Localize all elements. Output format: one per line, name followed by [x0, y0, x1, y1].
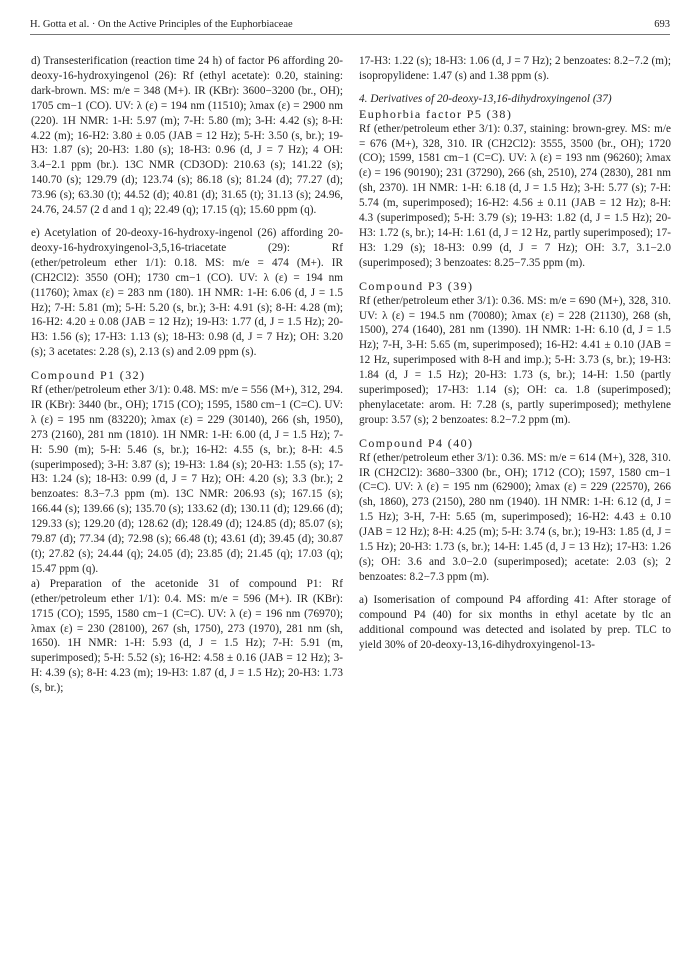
heading-compound-p3: Compound P3 (39) [359, 278, 474, 293]
paragraph-isomerisation: a) Isomerisation of compound P4 affording 41: After storage of compound P4 (40) for six months in ethyl acetate by tlc an additional compound was detected and isolated by prep. TLC to yield 30% of 20-deoxy-13,16-dihydroxyingenol-13- [359, 593, 671, 651]
page-number: 693 [654, 19, 670, 30]
paragraph-transesterification: d) Transesterification (reaction time 24 h) of factor P6 affording 20-deoxy-16-hydroxyingenol (26): Rf (ethyl acetate): 0.20, staining: dark-brown. MS: m/e = 348 (M+). IR (KBr): 3600−3200 (br., OH); 1705 cm−1 (CO). UV: λ (ε) = 194 nm (11510); λmax (ε) = 2900 nm (220). 1H NMR: 1-H: 5.97 (m); 7-H: 5.80 (m); 3-H: 4.42 (s); 8-H: 4.22 (m); 16-H2: 3.80 ± 0.05 (JAB = 12 Hz); 5-H: 3.50 (s, br.); 19-H3: 1.87 (s); 20-H3: 1.80 (s); 18-H3: 0.96 (d, J = 7 Hz); 4 OH: 3.4−2.1 ppm (br.). 13C NMR (CD3OD): 210.63 (s); 141.22 (s); 140.70 (s); 129.79 (d); 123.74 (s); 86.18 (s); 81.24 (d); 77.27 (d); 73.96 (s); 63.30 (t); 44.52 (d); 40.81 (d); 31.65 (t); 31.13 (s); 24.96, 24.76, 24.57 (2 d and 1 q); 22.49 (q); 17.15 (q); 15.60 ppm (q). [31, 55, 343, 217]
paragraph-compound-p1: Rf (ether/petroleum ether 3/1): 0.48. MS: m/e = 556 (M+), 312, 294. IR (KBr): 3440 (br., OH); 1715 (CO); 1595, 1580 cm−1 (C=C). UV: λ (ε) = 195 nm (83220); λmax (ε) = 229 (30140), 266 (sh, 1950), 273 (2160), 281 nm (1810). 1H NMR: 1-H: 6.00 (d, J = 1.5 Hz); 7-H: 5.90 (m); 5-H: 5.46 (s, br.); 16-H2: 4.55 (s, br.); 8-H: 4.5 (superimposed); 3-H: 3.87 (s); 19-H3: 1.84 (s); 20-H3: 1.55 (s); 17-H3: 1.24 (s); 18-H3: 0.99 (d, J = 7 Hz); OH: 4.20 (s); 3.3 (br.); 2 benzoates: 8.3−7.3 ppm (m). 13C NMR: 206.93 (s); 167.15 (s); 166.44 (s); 139.66 (s); 135.70 (s); 133.62 (d); 130.11 (d); 129.66 (d); 129.33 (s); 129.20 (d); 128.62 (d); 128.49 (d); 124.85 (d); 85.07 (s); 79.87 (d); 77.34 (d); 72.98 (s); 66.48 (t); 43.61 (d); 39.45 (d); 30.87 (t); 27.82 (s); 24.44 (q); 24.05 (d); 23.85 (d); 21.45 (q); 17.03 (q); 15.47 ppm (q). [31, 384, 343, 575]
heading-compound-p1: Compound P1 (32) [31, 368, 146, 383]
paragraph-acetylation: e) Acetylation of 20-deoxy-16-hydroxy-ingenol (26) affording 20-deoxy-16-hydroxyingenol-3,5,16-triacetate (29): Rf (ether/petroleum ether 1/1): 0.18. MS: m/e = 474 (M+). IR (CH2Cl2): 3550 (OH); 1730 cm−1 (CO). UV: λ (ε) = 194 nm (11760); λmax (ε) = 283 nm (180). 1H NMR: 1-H: 6.06 (d, J = 1.5 Hz); 7-H: 5.81 (m); 5-H: 5.20 (s, br.); 3-H: 4.91 (s); 8-H: 4.28 (m); 16-H2: 4.20 ± 0.08 (JAB = 12 Hz); 19-H3: 1.77 (d, J = 1.5 Hz); 20-H3: 1.56 (s); 17-H3: 1.13 (s); 18-H3: 0.98 (d, J = 7 Hz); OH: 3.20 (s); 3 acetates: 2.28 (s), 2.13 (s) and 2.09 ppm (s). [31, 226, 343, 359]
running-header [30, 16, 670, 35]
paragraph-factor-p5: Rf (ether/petroleum ether 3/1): 0.37, staining: brown-grey. MS: m/e = 676 (M+), 328, 310. IR (CH2Cl2): 3555, 3500 (br., OH); 1720 (CO); 1599, 1581 cm−1 (C=C). UV: λ (ε) = 193 nm (96260); λmax (ε) = 196 (90190); 231 (37290), 266 (sh, 2510), 274 (2830), 281 nm (sh, 2370). 1H NMR: 1-H: 6.18 (d, J = 1.5 Hz); 3-H: 5.77 (s); 7-H: 5.74 (m, superimposed); 16-H2: 4.56 ± 0.11 (JAB = 12 Hz); 8-H: 4.3 (superimposed); 5-H: 3.79 (s); 19-H3: 1.82 (d, J = 1.5 Hz); 20-H3: 1.72 (s, br.); 14-H: 1.61 (d, J = 12 Hz, partly superimposed); 17-H3: 1.29 (s); 18-H3: 0.99 (d, J = 7 Hz); OH: 3.7, 3.1−2.0 (superimposed); 3 benzoates: 8.25−7.35 ppm (m). [359, 122, 671, 269]
left-column [31, 54, 343, 696]
paragraph-acetonide: a) Preparation of the acetonide 31 of compound P1: Rf (ether/petroleum ether 1/1): 0.4. MS: m/e = 596 (M+). IR (KBr): 1715 (CO); 1595, 1580 cm−1 (C=C). UV: λ (ε) = 196 nm (76970); λmax (ε) = 230 (28100), 267 (sh, 1750), 273 (1970), 281 nm (sh, 1650). 1H NMR: 1-H: 5.93 (d, J = 1.5 Hz); 7-H: 5.91 (m, superimposed); 5-H: 5.52 (s); 16-H2: 4.58 ± 0.16 (JAB = 12 Hz); 3-H: 4.39 (s); 8-H: 4.23 (m); 19-H3: 1.87 (d, J = 1.5 Hz); 20-H3: 1.73 (s, br.); [31, 577, 343, 695]
section-heading: 4. Derivatives of 20-deoxy-13,16-dihydroxyingenol (37) [359, 92, 612, 105]
right-column [359, 54, 671, 652]
paragraph-continuation: 17-H3: 1.22 (s); 18-H3: 1.06 (d, J = 7 Hz); 2 benzoates: 8.2−7.2 (m); isopropylidene: 1.47 (s) and 1.38 ppm (s). [359, 55, 671, 82]
paragraph-compound-p4: Rf (ether/petroleum ether 3/1): 0.36. MS: m/e = 614 (M+), 328, 310. IR (CH2Cl2): 3680−3300 (br., OH); 1712 (CO); 1597, 1580 cm−1 (C=C). UV: λ (ε) = 195 nm (62900); λmax (ε) = 229 (22570), 266 (sh, 1860), 273 (2150), 280 nm (1940). 1H NMR: 1-H: 6.12 (d, J = 1.5 Hz); 3-H, 7-H: 5.65 (m, superimposed); 16-H2: 4.43 ± 0.10 (JAB = 12 Hz); 8-H: 4.25 (m); 5-H: 3.74 (s, br.); 19-H3: 1.85 (d, J = 1.5 Hz); 20-H3: 1.73 (s, br.); 14-H: 1.45 (d, J = 13 Hz); 17-H3: 1.26 (s); OH: 3.6 and 3.0−2.0 (superimposed); acetate: 2.03 (s); 2 benzoates: 8.2−7.3 ppm (m). [359, 451, 671, 583]
running-title: H. Gotta et al. · On the Active Principles of the Euphorbiaceae [30, 19, 293, 30]
heading-compound-p4: Compound P4 (40) [359, 435, 474, 450]
heading-factor-p5: Euphorbia factor P5 (38) [359, 106, 513, 121]
paragraph-compound-p3: Rf (ether/petroleum ether 3/1): 0.36. MS: m/e = 690 (M+), 328, 310. UV: λ (ε) = 194.5 nm (70080); λmax (ε) = 228 (21130), 268 (sh, 1500), 274 (1640), 281 nm (1390). 1H NMR: 1-H: 6.10 (d, J = 1.5 Hz); 7-H, 3-H: 5.65 (m, superimposed); 16-H2: 4.41 ± 0.10 (JAB = 12 Hz, superimposed with 8-H and imp.); 5-H: 3.73 (s, br.); 19-H3: 1.84 (d, J = 1.5 Hz); 20-H3: 1.73 (s, br.); 14-H: 1.50 (partly superimposed); 17-H3: 1.14 (s); OH: ca. 1.8 (superimposed); phenylacetate: arom. H: 7.28 (s, partly superimposed); methylene group: 3.57 (s); 2 benzoates: 8.2−7.2 ppm (m). [359, 294, 671, 426]
